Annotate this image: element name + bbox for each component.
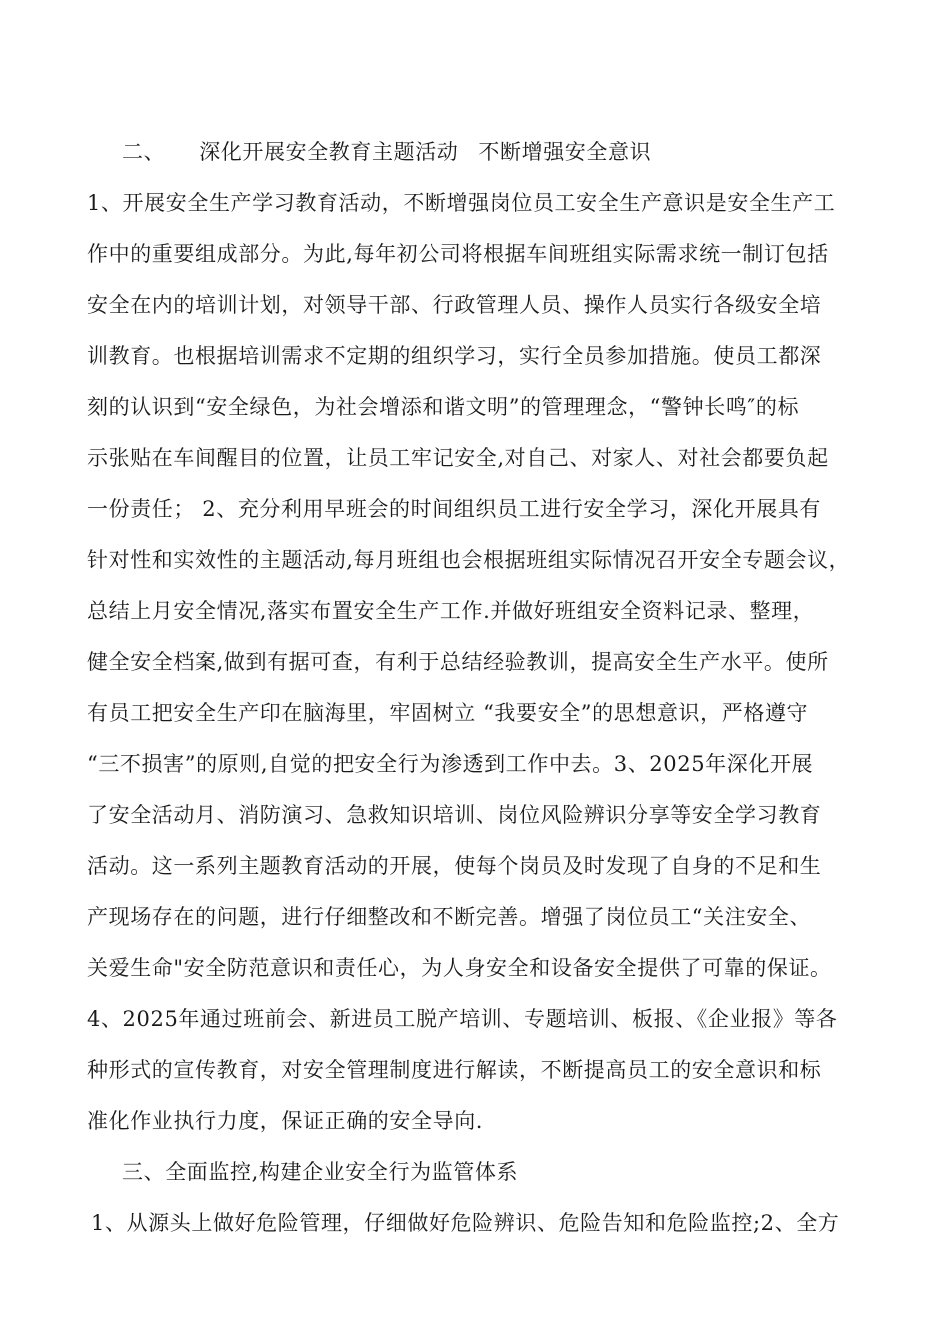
body-line: 准化作业执行力度，保证正确的安全导向. bbox=[87, 1109, 484, 1133]
body-line: 健全安全档案,做到有据可查，有利于总结经验教训，提高安全生产水平。使所 bbox=[87, 650, 829, 674]
body-line: 作中的重要组成部分。为此,每年初公司将根据车间班组实际需求统一制订包括 bbox=[87, 242, 829, 266]
body-line: 一份责任； 2、充分利用早班会的时间组织员工进行安全学习，深化开展具有 bbox=[87, 497, 822, 521]
body-line: 产现场存在的问题，进行仔细整改和不断完善。增强了岗位员工“关注安全、 bbox=[87, 905, 812, 929]
section-2-heading bbox=[122, 138, 651, 166]
body-line: 针对性和实效性的主题活动,每月班组也会根据班组实际情况召开安全专题会议， bbox=[87, 548, 851, 572]
body-line: 有员工把安全生产印在脑海里，牢固树立 “我要安全”的思想意识，严格遵守 bbox=[87, 701, 809, 725]
body-line: 训教育。也根据培训需求不定期的组织学习，实行全员参加措施。使员工都深 bbox=[87, 344, 822, 368]
body-line: 关爱生命"安全防范意识和责任心，为人身安全和设备安全提供了可靠的保证。 bbox=[87, 956, 832, 980]
section-2-title-part1: 深化开展安全教育主题活动 bbox=[199, 140, 459, 164]
body-line: 4、2025年通过班前会、新进员工脱产培训、专题培训、板报、《企业报》等各 bbox=[87, 1007, 838, 1031]
section-3-first-line: 1、从源头上做好危险管理，仔细做好危险辨识、危险告知和危险监控;2、全方 bbox=[91, 1211, 840, 1235]
body-line: 了安全活动月、消防演习、急救知识培训、岗位风险辨识分享等安全学习教育 bbox=[87, 803, 822, 827]
section-3-heading: 三、全面监控,构建企业安全行为监管体系 bbox=[122, 1160, 519, 1184]
body-line: 示张贴在车间醒目的位置，让员工牢记安全,对自己、对家人、对社会都要负起 bbox=[87, 446, 829, 470]
body-line: 安全在内的培训计划，对领导干部、行政管理人员、操作人员实行各级安全培 bbox=[87, 293, 822, 317]
body-line: 1、开展安全生产学习教育活动，不断增强岗位员工安全生产意识是安全生产工 bbox=[87, 191, 836, 215]
body-line: 活动。这一系列主题教育活动的开展，使每个岗员及时发现了自身的不足和生 bbox=[87, 854, 822, 878]
section-2-number: 二、 bbox=[122, 140, 166, 164]
body-line: 总结上月安全情况,落实布置安全生产工作.并做好班组安全资料记录、整理， bbox=[87, 599, 815, 623]
section-2-title-part2: 不断增强安全意识 bbox=[478, 140, 652, 164]
body-line: 种形式的宣传教育，对安全管理制度进行解读，不断提高员工的安全意识和标 bbox=[87, 1058, 822, 1082]
body-line: “三不损害”的原则,自觉的把安全行为渗透到工作中去。3、2025年深化开展 bbox=[87, 752, 814, 776]
body-line: 刻的认识到“安全绿色，为社会增添和谐文明”的管理理念，“警钟长鸣″的标 bbox=[87, 395, 800, 419]
